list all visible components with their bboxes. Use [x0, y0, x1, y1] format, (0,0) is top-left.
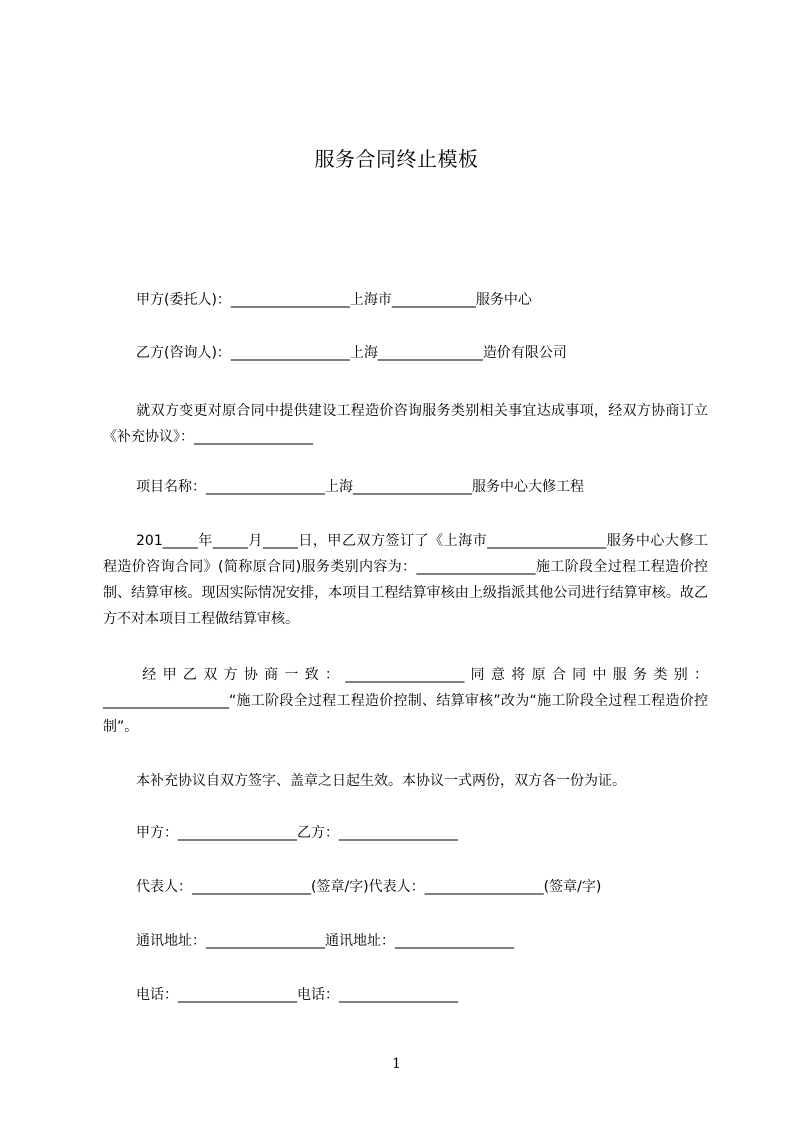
signature-parties-line: 甲方：_________________乙方：_________________ — [136, 825, 458, 841]
signature-representatives-line: 代表人：_________________(签章/字)代表人：_________________(签章/字) — [136, 879, 602, 895]
intro-text: 就双方变更对原合同中提供建设工程造价咨询服务类别相关事宜达成事项，经双方协商订立《补充协议》：_________________ — [103, 403, 708, 445]
background-paragraph — [103, 528, 708, 632]
agreement-paragraph — [103, 662, 708, 740]
document-title: 服务合同终止模板 — [314, 147, 479, 171]
background-text: 201_____年_____月_____日，甲乙双方签订了《上海市_________________服务中心大修工程造价咨询合同》(简称原合同)服务类别内容为：_________________施工阶段全过程工程造价控制、结算审核。现因实际情况安排，本项目工程结算审核由上级指派其他公司进行结算审核。故乙方不对本项目工程做结算审核。 — [103, 533, 708, 627]
page-number: 1 — [392, 1056, 401, 1072]
signature-address-line: 通讯地址：_________________通讯地址：_________________ — [136, 933, 514, 949]
party-a-line: 甲方(委托人)：_________________上海市____________服务中心 — [136, 292, 532, 308]
intro-paragraph — [103, 398, 708, 450]
agreement-text: 经甲乙双方协商一致：_________________同意将原合同中服务类别：__________________“施工阶段全过程工程造价控制、结算审核”改为“施工阶段全过程工程造价控制”。 — [103, 667, 708, 735]
party-b-line: 乙方(咨询人)：_________________上海_______________造价有限公司 — [136, 345, 567, 361]
effective-line: 本补充协议自双方签字、盖章之日起生效。本协议一式两份，双方各一份为证。 — [136, 773, 626, 789]
project-name-line: 项目名称：_________________上海_________________服务中心大修工程 — [136, 479, 584, 495]
signature-phone-line: 电话：_________________电话：_________________ — [136, 987, 458, 1003]
